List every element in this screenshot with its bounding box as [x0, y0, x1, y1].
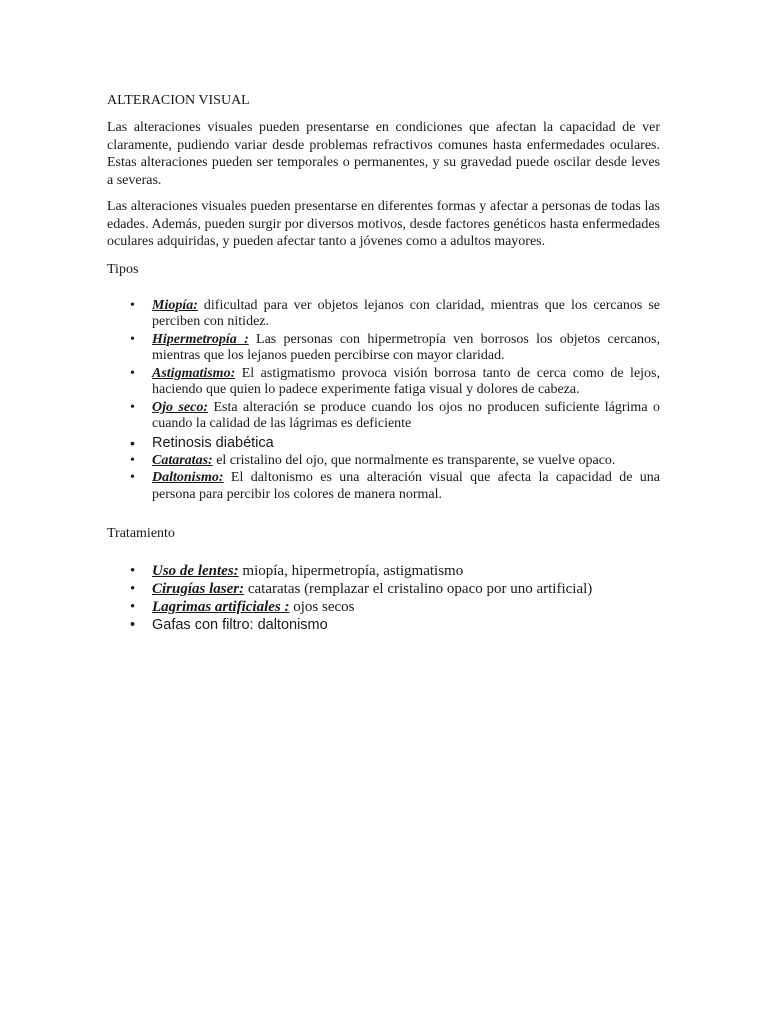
list-item-cirugias [107, 580, 660, 598]
document-body [107, 92, 660, 634]
term-label: Cirugías laser: [152, 581, 245, 597]
term-label: Daltonismo: [152, 470, 224, 485]
term-description: El astigmatismo provoca visión borrosa tanto de cerca como de lejos, haciendo que quien lo padece experimente fatiga visual y dolores de cabeza. [152, 365, 660, 397]
list-item-lentes [107, 562, 660, 580]
term-label: Cataratas: [152, 452, 213, 468]
term-label: Hipermetropía : [152, 331, 249, 347]
list-item-daltonismo [107, 470, 660, 503]
list-item-ojo-seco [107, 400, 660, 433]
term-label: Astigmatismo: [152, 365, 236, 381]
bullet-icon: • [130, 365, 135, 381]
term-label: Uso de lentes: [152, 563, 239, 579]
term-description: Las personas con hipermetropía ven borrosos los objetos cercanos, mientras que los lejanos pueden percibirse con mayor claridad. [152, 331, 660, 363]
bullet-icon: • [130, 331, 135, 347]
term-description: ojos secos [289, 599, 355, 615]
list-item-retinosis [107, 434, 660, 452]
paragraph-second: Las alteraciones visuales pueden presentarse en diferentes formas y afectar a personas de todas las edades. Además, pueden surgir por diversos motivos, desde factores genéticos hasta enfermedades oculares adquiridas, y pueden afectar tanto a jóvenes como a adultos mayores. [107, 199, 660, 249]
term-description: miopía, hipermetropía, astigmatismo [238, 563, 464, 579]
bullet-icon: • [130, 434, 135, 451]
term-description: Retinosis diabética [152, 434, 274, 451]
tipos-heading: Tipos [107, 261, 139, 277]
document-title: ALTERACION VISUAL [107, 93, 250, 108]
term-description: Gafas con filtro: daltonismo [152, 617, 328, 633]
bullet-icon: • [130, 399, 135, 415]
tratamiento-list [107, 562, 660, 634]
term-description: cataratas (remplazar el cristalino opaco por uno artificial) [244, 581, 593, 597]
term-description: dificultad para ver objetos lejanos con claridad, mientras que los cercanos se perciben con nitidez. [152, 297, 660, 329]
list-item-gafas [107, 616, 660, 634]
list-item-miopia [107, 298, 660, 331]
paragraph-intro: Las alteraciones visuales pueden presentarse en condiciones que afectan la capacidad de ver claramente, pudiendo variar desde problemas refractivos comunes hasta enfermedades oculares. Estas alteraciones pueden ser temporales o permanentes, y su gravedad puede oscilar desde leves a severas. [107, 120, 660, 188]
tratamiento-heading: Tratamiento [107, 526, 175, 541]
term-description: el cristalino del ojo, que normalmente es transparente, se vuelve opaco. [212, 452, 616, 468]
bullet-icon: • [130, 297, 135, 313]
list-item-cataratas [107, 453, 660, 470]
bullet-icon: • [130, 452, 135, 468]
term-description: Esta alteración se produce cuando los ojos no producen suficiente lágrima o cuando la calidad de las lágrimas es deficiente [152, 399, 660, 431]
bullet-icon: • [130, 617, 136, 633]
tipos-list [107, 298, 660, 504]
term-description: El daltonismo es una alteración visual que afecta la capacidad de una persona para percibir los colores de manera normal. [152, 470, 660, 502]
list-item-astigmatismo [107, 366, 660, 399]
bullet-icon: • [130, 470, 135, 485]
term-label: Ojo seco: [152, 399, 209, 415]
list-item-hipermetropia [107, 332, 660, 365]
list-item-lagrimas [107, 598, 660, 616]
bullet-icon: • [130, 599, 136, 615]
term-label: Lagrimas artificiales : [152, 599, 290, 615]
bullet-icon: • [130, 581, 136, 597]
bullet-icon: • [130, 563, 136, 579]
term-label: Miopía: [152, 297, 198, 313]
